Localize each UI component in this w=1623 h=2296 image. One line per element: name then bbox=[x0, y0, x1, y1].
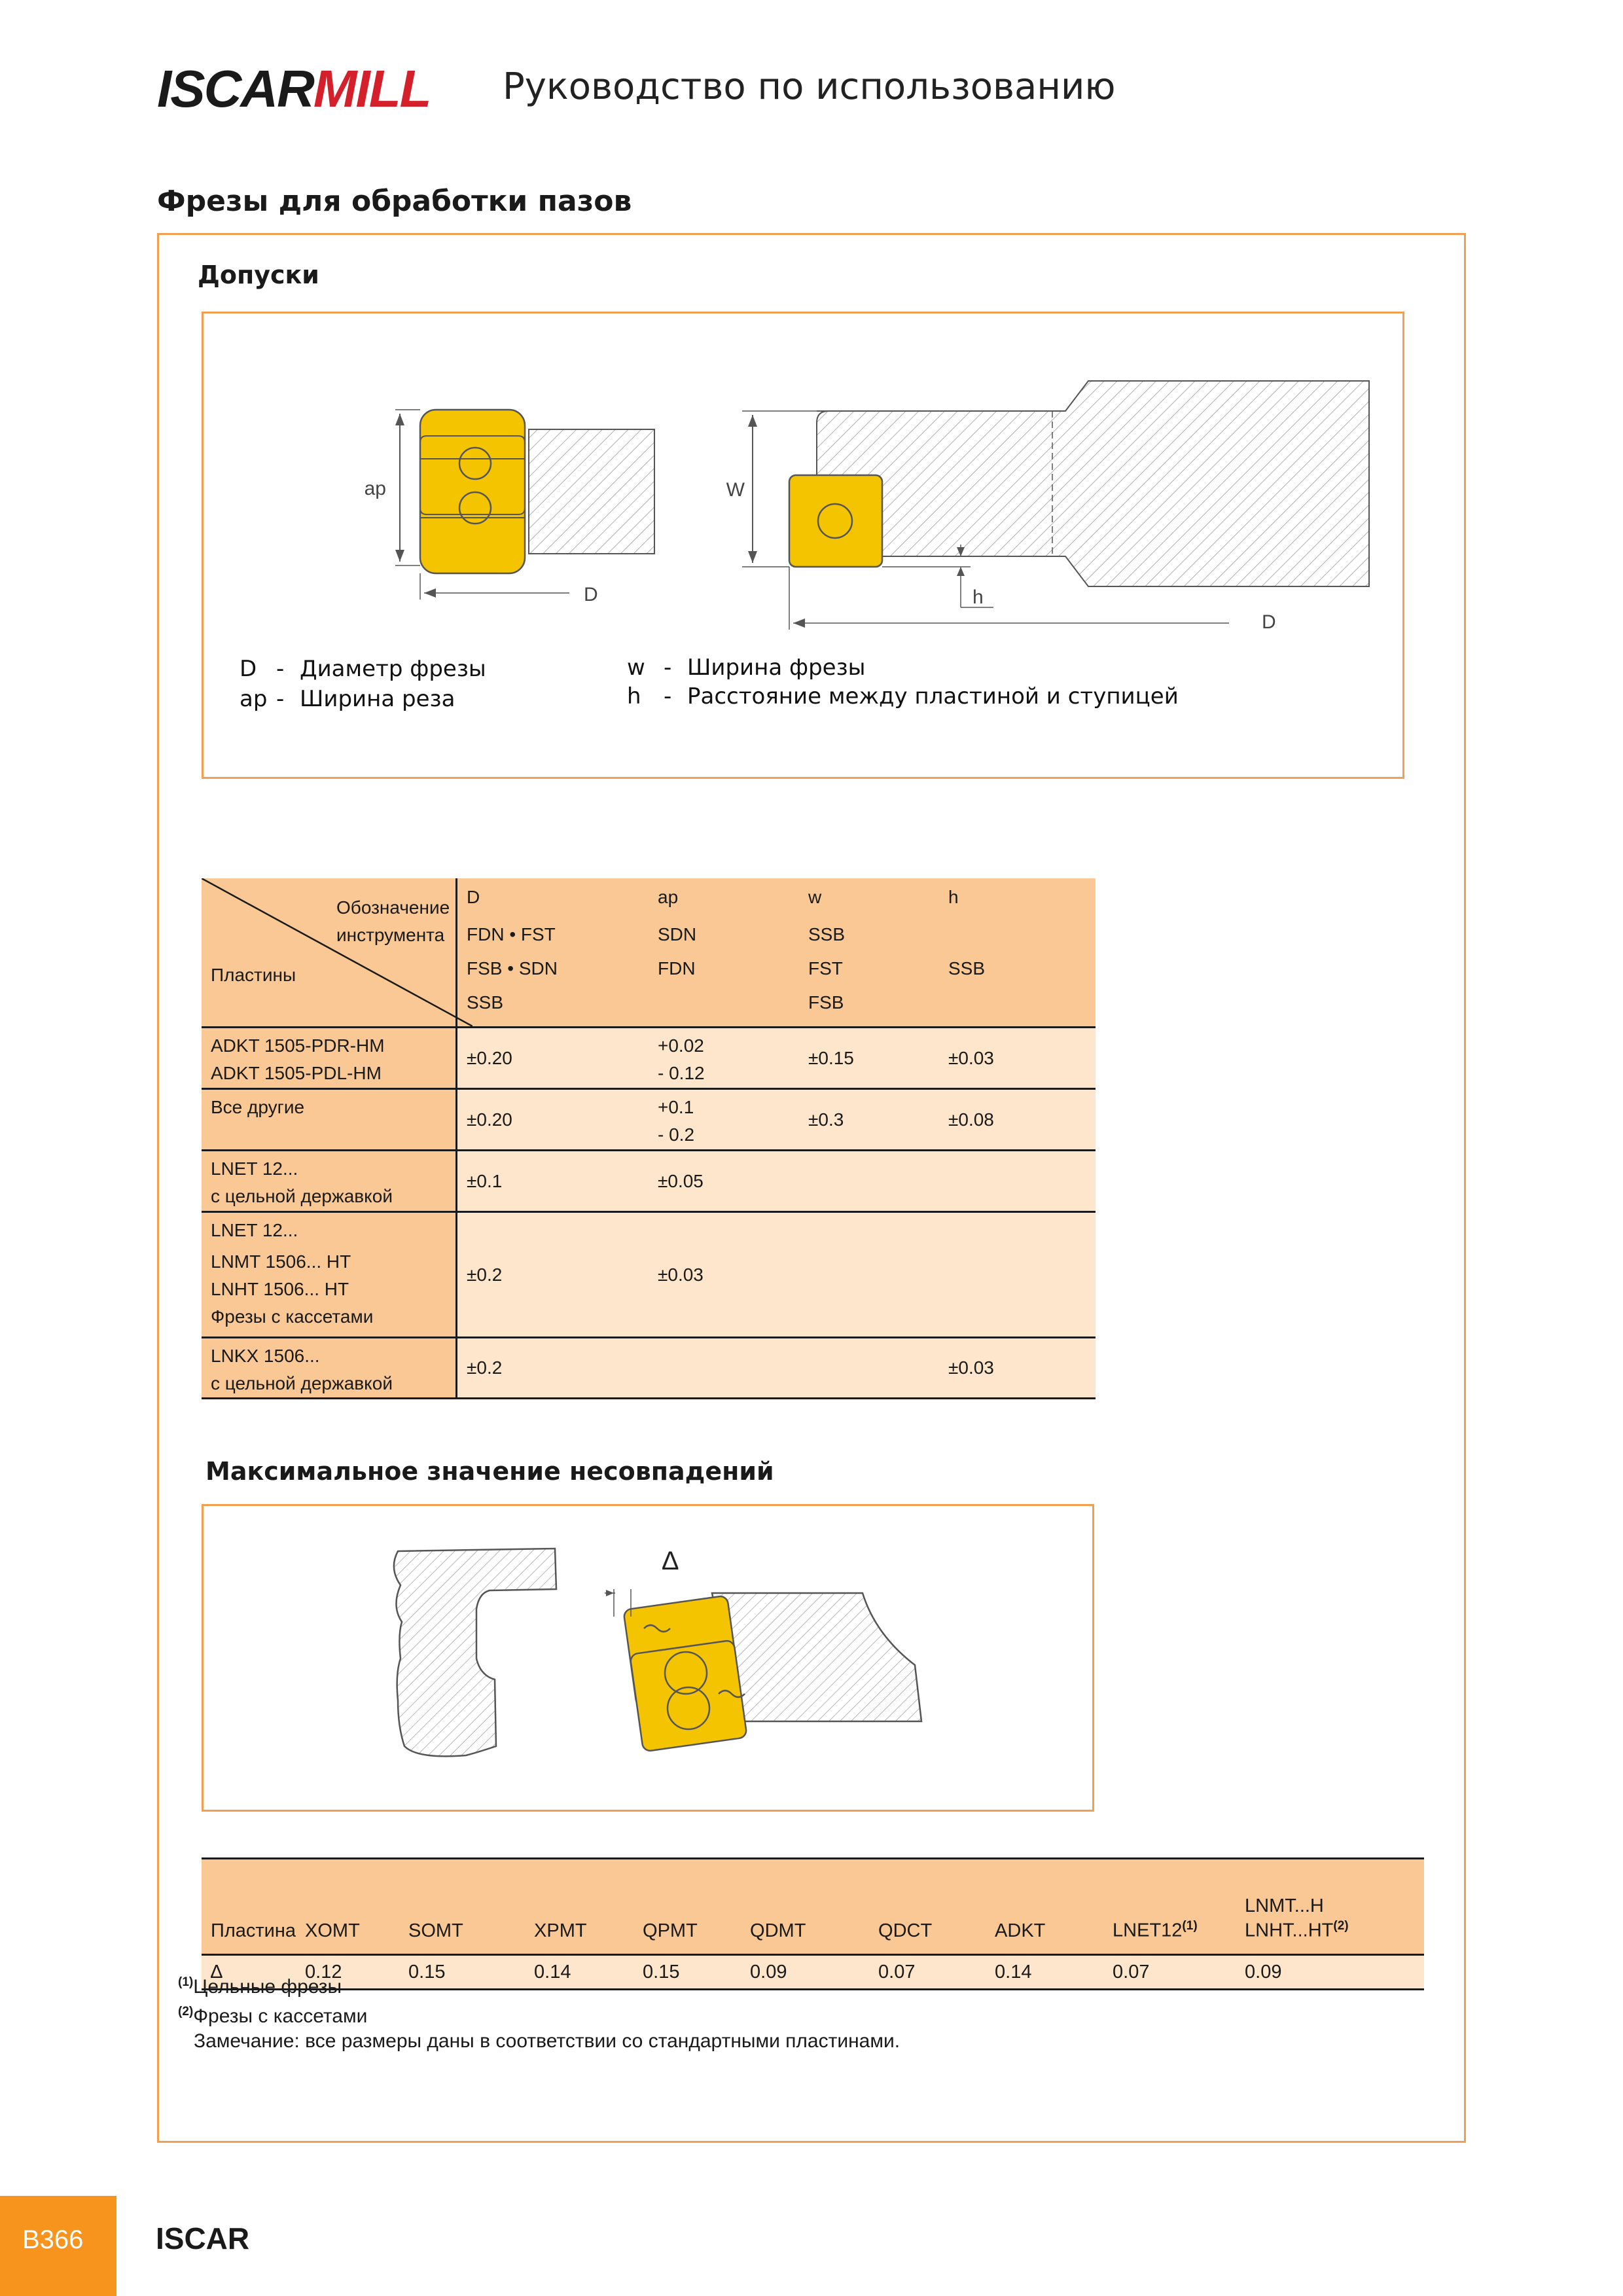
cell-ap bbox=[649, 1338, 799, 1399]
page-number: B366 bbox=[22, 2225, 84, 2254]
table-row bbox=[202, 1028, 1096, 1089]
value-cell: 0.09 bbox=[741, 1955, 869, 1990]
legend-w: w - Ширина фрезы bbox=[627, 655, 866, 681]
cell-D: ±0.1 bbox=[457, 1151, 649, 1212]
cell-h bbox=[939, 1151, 1096, 1212]
tolerances-title: Допуски bbox=[198, 260, 319, 289]
value-cell: 0.15 bbox=[633, 1955, 741, 1990]
footer-brand: ISCAR bbox=[156, 2221, 250, 2255]
cell-ap: ±0.05 bbox=[649, 1151, 799, 1212]
label-D-left: D bbox=[584, 584, 598, 605]
cell-ap: +0.02 - 0.12 bbox=[649, 1028, 799, 1089]
value-cell: 0.14 bbox=[525, 1955, 633, 1990]
cell-D: ±0.2 bbox=[457, 1338, 649, 1399]
value-cell: 0.12 bbox=[296, 1955, 399, 1990]
col-name: LNET12$^{(1)}$ bbox=[1103, 1859, 1236, 1955]
col-name: ADKT bbox=[986, 1859, 1103, 1955]
footnote-1: $^{(1)}$Цельные фрезы bbox=[178, 1975, 342, 1998]
inserts-cell: LNKX 1506... с цельной державкой bbox=[202, 1338, 457, 1399]
legend-d: D - Диаметр фрезы bbox=[240, 656, 486, 682]
label-D-right: D bbox=[1262, 611, 1276, 633]
corner-top-1: Обозначение bbox=[336, 897, 450, 918]
legend-h: h - Расстояние между пластиной и ступицей bbox=[627, 683, 1179, 709]
value-cell: 0.15 bbox=[399, 1955, 525, 1990]
footnote-remark: Замечание: все размеры даны в соответствии со стандартными пластинами. bbox=[194, 2030, 901, 2052]
value-cell: 0.07 bbox=[869, 1955, 986, 1990]
inserts-cell: LNET 12... LNMT 1506... HT LNHT 1506... HT Фрезы с кассетами bbox=[202, 1212, 457, 1338]
corner-bottom: Пластины bbox=[211, 965, 296, 985]
header-title: Руководство по использованию bbox=[503, 65, 1116, 108]
col-name: XPMT bbox=[525, 1859, 633, 1955]
value-cell: 0.09 bbox=[1236, 1955, 1424, 1990]
col-name: LNMT...H LNHT...HT$^{(2)}$ bbox=[1236, 1859, 1424, 1955]
cell-h: ±0.03 bbox=[939, 1028, 1096, 1089]
legend-ap: ap - Ширина реза bbox=[240, 686, 455, 712]
label-ap: ap bbox=[364, 478, 386, 499]
table-row bbox=[202, 1151, 1096, 1212]
row-label: ∆ bbox=[202, 1955, 296, 1990]
footnotes bbox=[178, 1970, 900, 2054]
mismatch-header-row bbox=[202, 1859, 1424, 1955]
label-h: h bbox=[972, 586, 984, 608]
value-cell: 0.14 bbox=[986, 1955, 1103, 1990]
cell-w bbox=[799, 1212, 939, 1338]
cell-w: ±0.15 bbox=[799, 1028, 939, 1089]
inserts-cell: LNET 12... с цельной державкой bbox=[202, 1151, 457, 1212]
footnote-2: $^{(2)}$Фрезы с кассетами bbox=[178, 2005, 368, 2027]
cutter-front-view bbox=[742, 381, 1369, 630]
tolerance-diagram bbox=[202, 312, 1404, 678]
iscarmill-logo: ISCARMILL bbox=[157, 60, 431, 118]
corner-top-2: инструмента bbox=[336, 925, 445, 945]
cell-h: ±0.08 bbox=[939, 1089, 1096, 1151]
col-D: D FDN • FST FSB • SDN SSB bbox=[457, 878, 649, 1028]
inserts-cell: ADKT 1505-PDR-HM ADKT 1505-PDL-HM bbox=[202, 1028, 457, 1089]
mismatch-title: Максимальное значение несовпадений bbox=[205, 1457, 774, 1486]
slot-profile bbox=[394, 1549, 556, 1756]
cell-h: ±0.03 bbox=[939, 1338, 1096, 1399]
tool-body bbox=[712, 1593, 921, 1721]
col-ap: ap SDN FDN bbox=[649, 878, 799, 1028]
cell-D: ±0.2 bbox=[457, 1212, 649, 1338]
cutter-side-view bbox=[395, 410, 654, 600]
cell-w bbox=[799, 1151, 939, 1212]
cell-w: ±0.3 bbox=[799, 1089, 939, 1151]
col-name: QDMT bbox=[741, 1859, 869, 1955]
cell-ap: +0.1 - 0.2 bbox=[649, 1089, 799, 1151]
col-name: QDCT bbox=[869, 1859, 986, 1955]
col-name: QPMT bbox=[633, 1859, 741, 1955]
col-w: w SSB FST FSB bbox=[799, 878, 939, 1028]
cell-ap: ±0.03 bbox=[649, 1212, 799, 1338]
col-name: XOMT bbox=[296, 1859, 399, 1955]
corner-cell bbox=[202, 878, 457, 1028]
value-cell: 0.07 bbox=[1103, 1955, 1236, 1990]
cell-D: ±0.20 bbox=[457, 1028, 649, 1089]
col-h: h SSB bbox=[939, 878, 1096, 1028]
tolerance-table bbox=[202, 878, 1096, 1399]
label-W: W bbox=[726, 479, 745, 501]
table-row bbox=[202, 1212, 1096, 1338]
mismatched-inserts bbox=[623, 1596, 747, 1752]
cell-h bbox=[939, 1212, 1096, 1338]
cell-w bbox=[799, 1338, 939, 1399]
table-row bbox=[202, 1338, 1096, 1399]
header-label: Пластина bbox=[202, 1859, 296, 1955]
mismatch-diagram bbox=[202, 1504, 1094, 1812]
cell-D: ±0.20 bbox=[457, 1089, 649, 1151]
inserts-cell: Все другие bbox=[202, 1089, 457, 1151]
col-name: SOMT bbox=[399, 1859, 525, 1955]
section-title: Фрезы для обработки пазов bbox=[157, 185, 632, 218]
table-header-row bbox=[202, 878, 1096, 1028]
mismatch-symbol: ∆ bbox=[662, 1547, 679, 1575]
table-row bbox=[202, 1089, 1096, 1151]
